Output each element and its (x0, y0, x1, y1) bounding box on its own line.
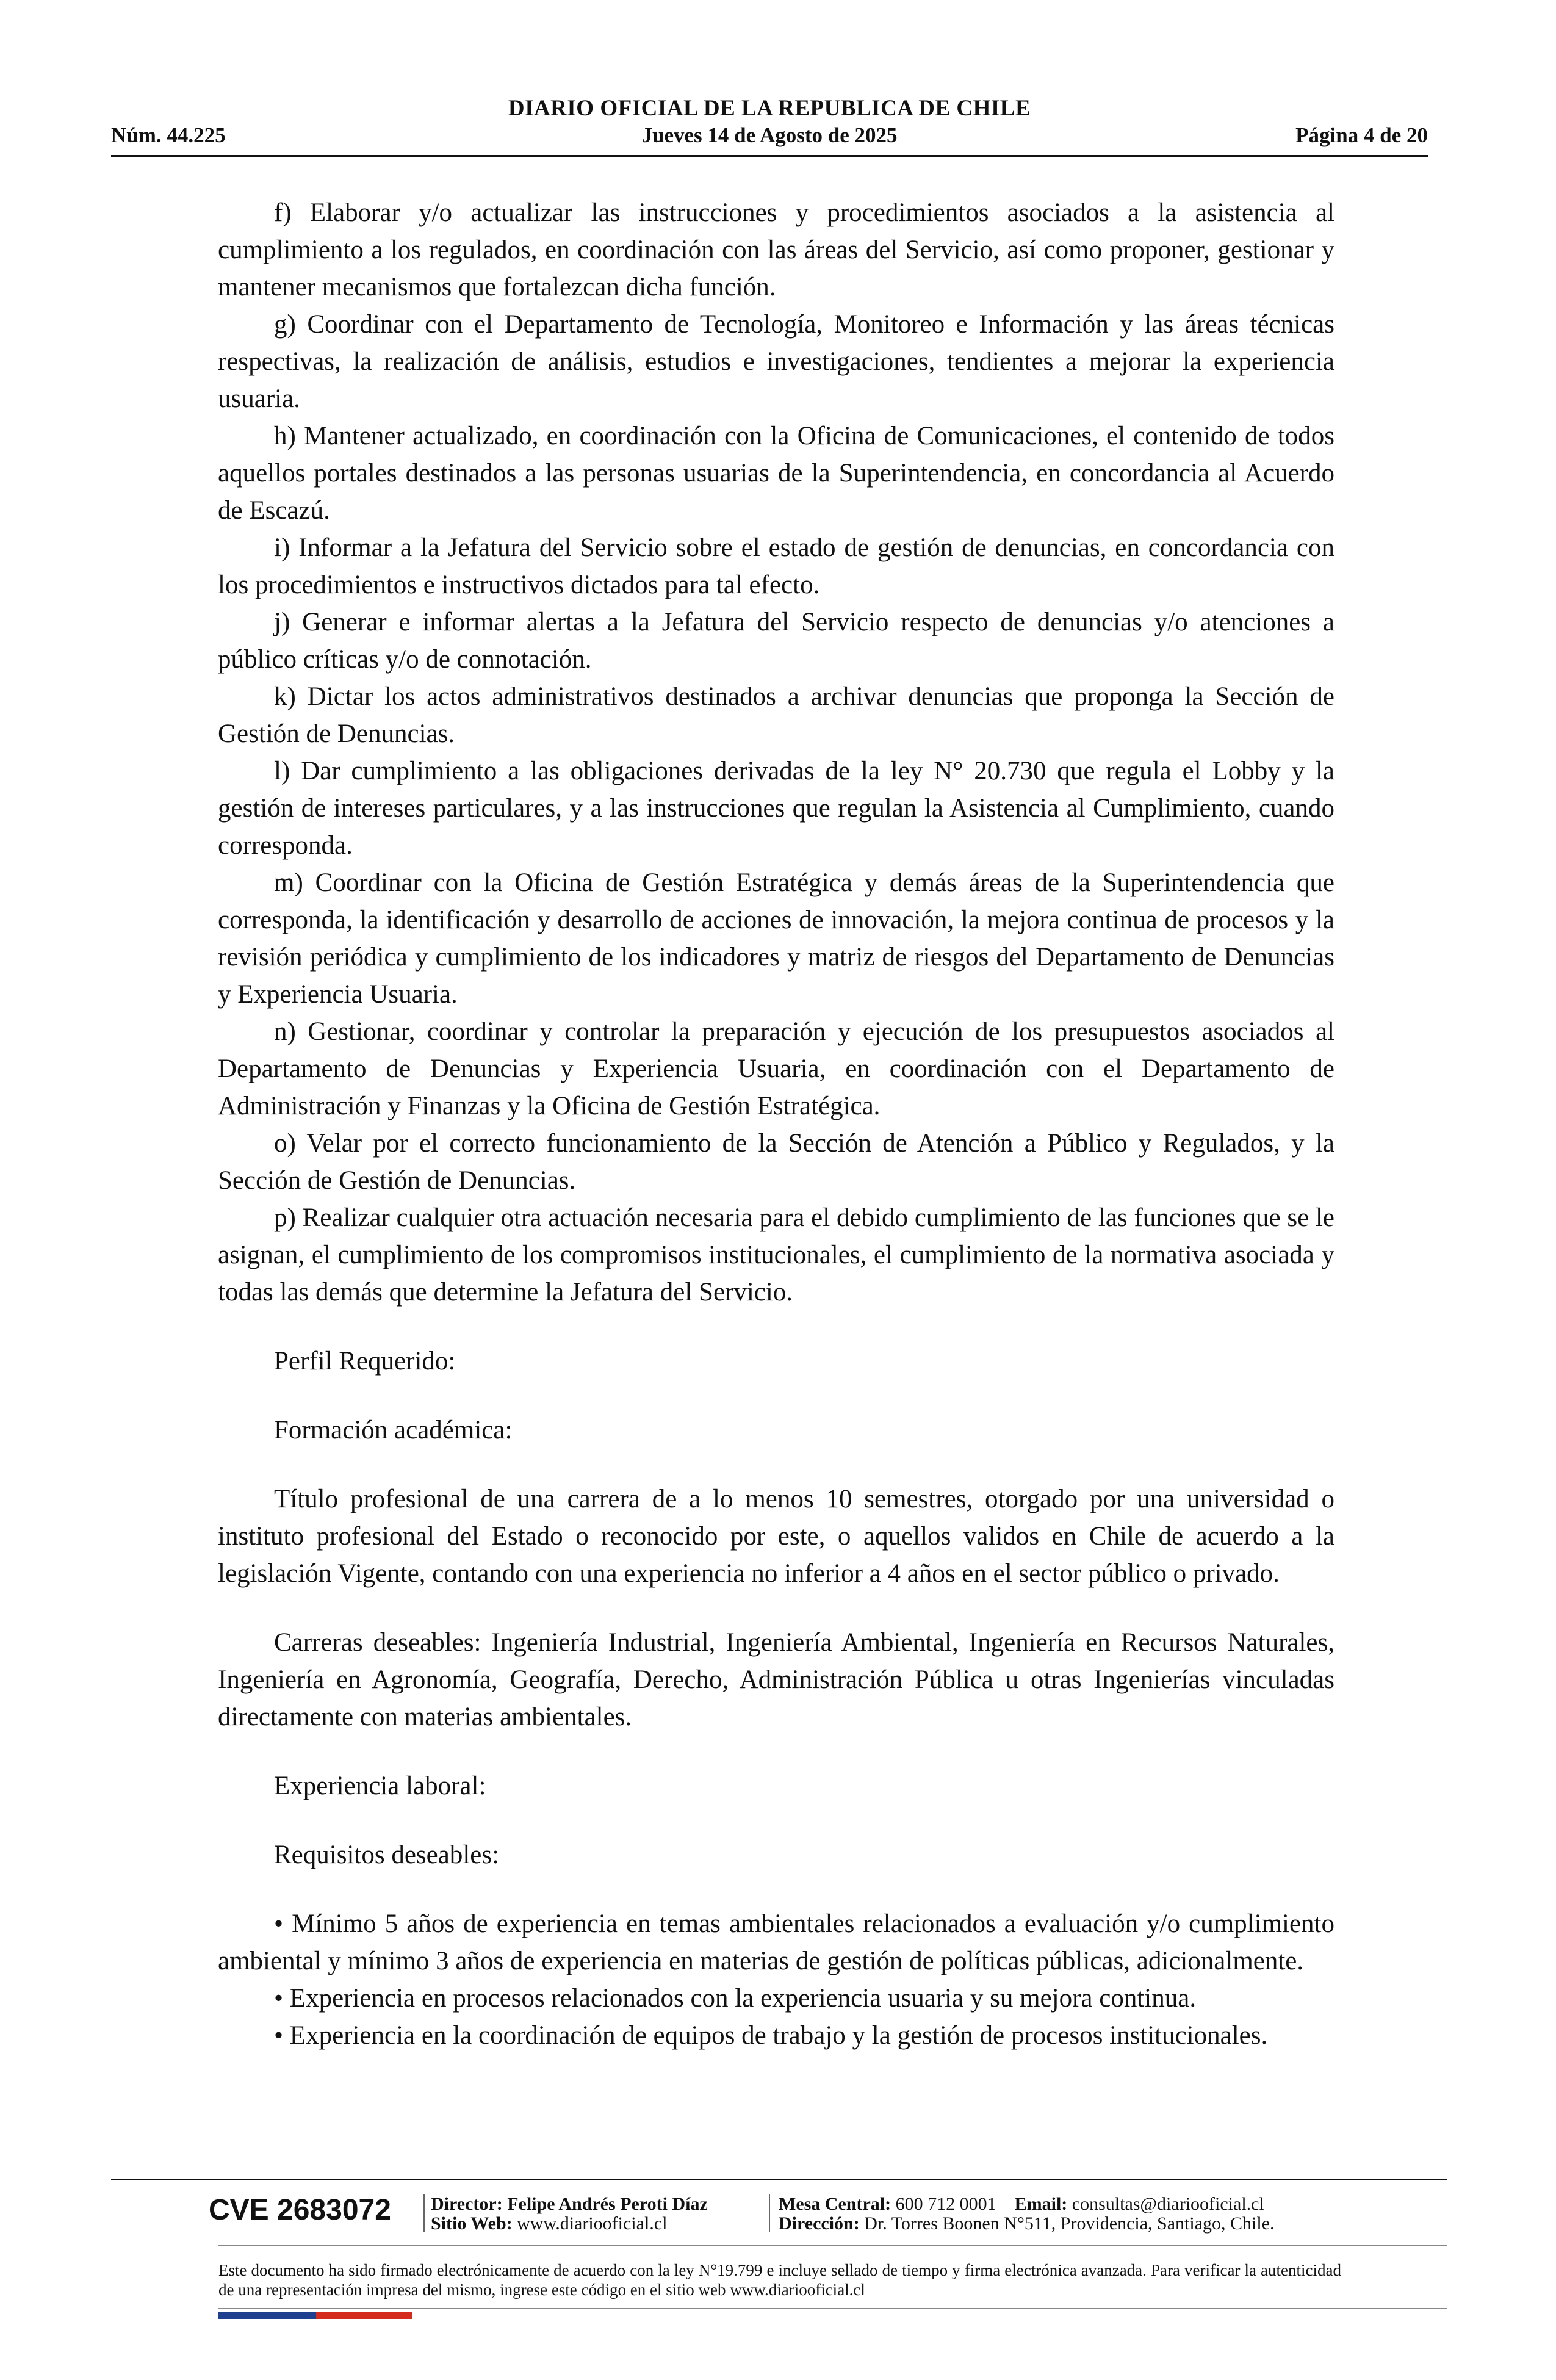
email-link[interactable]: consultas@diariooficial.cl (1072, 2194, 1264, 2214)
flag-stripe-red (316, 2312, 412, 2319)
paragraph-g: g) Coordinar con el Departamento de Tecnología, Monitoreo e Información y las áreas técnicas respectivas, la realización de análisis, estudios e investigaciones, tendientes a mejorar la experiencia usuaria. (218, 310, 1334, 413)
footer-bottom-divider (218, 2308, 1447, 2309)
address-value: Dr. Torres Boonen N°511, Providencia, Santiago, Chile. (864, 2213, 1275, 2234)
section-heading-formacion: Formación académica: (274, 1416, 513, 1444)
paragraph-k: k) Dictar los actos administrativos destinados a archivar denuncias que proponga la Sección de Gestión de Denuncias. (218, 682, 1334, 748)
email-label: Email: (1014, 2194, 1068, 2214)
footer-inner-divider (218, 2245, 1447, 2246)
section-heading-perfil: Perfil Requerido: (274, 1347, 456, 1376)
director-label: Director: (431, 2194, 503, 2214)
footer-separator (423, 2194, 425, 2232)
paragraph-n: n) Gestionar, coordinar y controlar la preparación y ejecución de los presupuestos asociados al Departamento de Denuncias y Experiencia Usuaria, en coordinación con el Departamento de Administración y Finanzas y la Oficina de Gestión Estratégica. (218, 1017, 1334, 1120)
issue-date: Jueves 14 de Agosto de 2025 (641, 123, 898, 147)
section-heading-experiencia: Experiencia laboral: (274, 1772, 486, 1800)
cve-code: CVE 2683072 (209, 2194, 391, 2226)
paragraph-o: o) Velar por el correcto funcionamiento de la Sección de Atención a Público y Regulados, y la Sección de Gestión de Denuncias. (218, 1129, 1334, 1195)
footer-director-block (431, 2194, 708, 2234)
flag-stripe-blue (218, 2312, 316, 2319)
footer-contact-block (779, 2194, 1275, 2234)
footer-divider (111, 2179, 1447, 2180)
requirement-item: • Mínimo 5 años de experiencia en temas ambientales relacionados a evaluación y/o cumplimiento ambiental y mínimo 3 años de experiencia en materias de gestión de políticas públicas, adicionalmente. (218, 1909, 1334, 1975)
requirement-item: • Experiencia en la coordinación de equipos de trabajo y la gestión de procesos institucionales. (274, 2021, 1268, 2050)
paragraph-h: h) Mantener actualizado, en coordinación con la Oficina de Comunicaciones, el contenido de todos aquellos portales destinados a las personas usuarias de la Superintendencia, en concordancia al Acuerdo de Escazú. (218, 422, 1334, 525)
footer-separator (769, 2194, 770, 2232)
mesa-phone: 600 712 0001 (895, 2194, 996, 2214)
paragraph-m: m) Coordinar con la Oficina de Gestión Estratégica y demás áreas de la Superintendencia que corresponda, la identificación y desarrollo de acciones de innovación, la mejora continua de procesos y la revisión periódica y cumplimiento de los indicadores y matriz de riesgos del Departamento de Denuncias y Experiencia Usuaria. (218, 868, 1334, 1009)
header-divider (111, 155, 1428, 157)
site-label: Sitio Web: (431, 2213, 513, 2234)
mesa-label: Mesa Central: (779, 2194, 891, 2214)
paragraph-j: j) Generar e informar alertas a la Jefatura del Servicio respecto de denuncias y/o atenciones a público críticas y/o de connotación. (218, 608, 1334, 674)
address-label: Dirección: (779, 2213, 860, 2234)
site-link[interactable]: www.diariooficial.cl (517, 2213, 668, 2234)
issue-number: Núm. 44.225 (111, 123, 226, 147)
director-name: Felipe Andrés Peroti Díaz (507, 2194, 708, 2214)
paragraph-i: i) Informar a la Jefatura del Servicio sobre el estado de gestión de denuncias, en concordancia con los procedimientos e instructivos dictados para tal efecto. (218, 533, 1334, 599)
paragraph-f: f) Elaborar y/o actualizar las instrucciones y procedimientos asociados a la asistencia al cumplimiento a los regulados, en coordinación con las áreas del Servicio, así como proponer, gestionar y mantener mecanismos que fortalezcan dicha función. (218, 198, 1334, 301)
paragraph-l: l) Dar cumplimiento a las obligaciones derivadas de la ley N° 20.730 que regula el Lobby y la gestión de intereses particulares, y a las instrucciones que regulan la Asistencia al Cumplimiento, cuando corresponda. (218, 757, 1334, 860)
signature-notice: Este documento ha sido firmado electrónicamente de acuerdo con la ley N°19.799 e incluye sellado de tiempo y firma electrónica avanzada. Para verificar la autenticidad de una representación impresa del mismo, ingrese este código en el sitio web www.diariooficial.cl (218, 2261, 1341, 2299)
paragraph-p: p) Realizar cualquier otra actuación necesaria para el debido cumplimiento de las funciones que se le asignan, el cumplimiento de los compromisos institucionales, el cumplimiento de la normativa asociada y todas las demás que determine la Jefatura del Servicio. (218, 1203, 1334, 1307)
page-header (111, 92, 1428, 157)
flag-stripe (218, 2312, 412, 2319)
document-body (218, 194, 1334, 2054)
page-footer (111, 2179, 1447, 2325)
section-heading-requisitos: Requisitos deseables: (274, 1841, 500, 1869)
paragraph-carreras: Carreras deseables: Ingeniería Industrial, Ingeniería Ambiental, Ingeniería en Recursos Naturales, Ingeniería en Agronomía, Geografía, Derecho, Administración Pública u otras Ingenierías vinculadas directamente con materias ambientales. (218, 1628, 1334, 1731)
page-number: Página 4 de 20 (1295, 123, 1428, 147)
paragraph-titulo: Título profesional de una carrera de a lo menos 10 semestres, otorgado por una universidad o instituto profesional del Estado o reconocido por este, o aquellos validos en Chile de acuerdo a la legislación Vigente, contando con una experiencia no inferior a 4 años en el sector público o privado. (218, 1485, 1334, 1588)
newspaper-title: DIARIO OFICIAL DE LA REPUBLICA DE CHILE (508, 96, 1031, 121)
requirement-item: • Experiencia en procesos relacionados con la experiencia usuaria y su mejora continua. (274, 1984, 1197, 2013)
